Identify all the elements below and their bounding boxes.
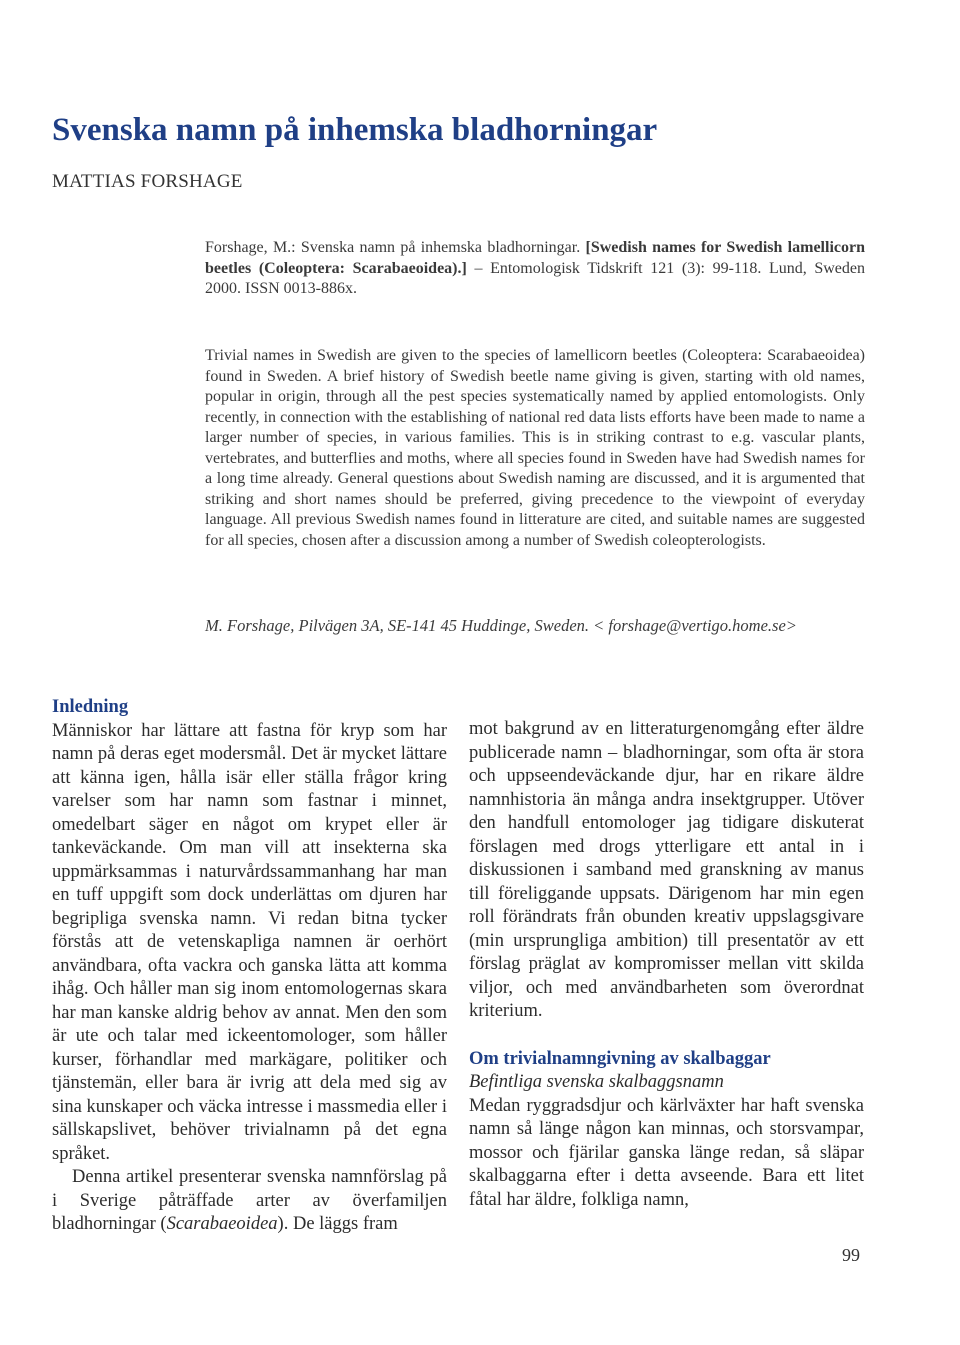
citation-suffix: – Entomologisk Tidskrift 121 (3): 99-118. Lund, Sweden 2000. ISSN 0013-886x. xyxy=(205,259,866,297)
address-text: M. Forshage, Pilvägen 3A, SE-141 45 Huddinge, Sweden. < forshage@vertigo.home.se> xyxy=(205,616,797,635)
right-paragraph-2: Medan ryggradsdjur och kärlväxter har haft svenska namn så länge någon kan minnas, och storsvampar, mossor och fjärilar ganska länge redan, så släpar skalbaggarna efter i detta avseende. Bara ett litet fåtal har äldre, folkliga namn, xyxy=(469,1095,864,1210)
citation xyxy=(205,238,865,300)
author-name: MATTIAS FORSHAGE xyxy=(52,171,243,192)
page-title: Svenska namn på inhemska bladhorningar xyxy=(52,112,658,148)
page-number: 99 xyxy=(842,1245,860,1265)
author-address xyxy=(205,616,865,637)
section-heading-trivialnamn: Om trivialnamngivning av skalbaggar xyxy=(469,1048,771,1069)
right-column xyxy=(469,718,864,1212)
citation-english-title: [Swedish names for Swedish lamellicorn beetles (Coleoptera: Scarabaeoidea).] xyxy=(205,239,865,277)
para2-start: Denna artikel presenterar svenska namnförslag på i Sverige påträffade arter av överfamiljen bladhorningar ( xyxy=(52,1167,447,1234)
abstract-text: Trivial names in Swedish are given to the species of lamellicorn beetles (Coleoptera: Scarabaeoidea) found in Sweden. A brief history of Swedish beetle name giving is given, starting with old names, popular in origin, through all the pest species systematically named by applied entomologists. Only recently, in connection with the establishing of national red data lists efforts have been made to name a larger number of species, in various families. This is in striking contrast to e.g. vascular plants, vertebrates, and butterflies and moths, where all species found in Sweden have had Swedish names for a long time already. General questions about Swedish naming are discussed, and it is argumented that striking and short names should be preferred, giving precedence to the viewpoint of everyday language. All previous Swedish names found in litterature are cited, and suitable names are suggested for all species, chosen after a discussion among a number of Swedish coleopterologists. xyxy=(205,347,865,549)
para2-end: ). De läggs fram xyxy=(277,1214,398,1234)
intro-paragraph-2 xyxy=(52,1166,447,1237)
latin-name: Scarabaeoidea xyxy=(166,1214,278,1234)
spacer xyxy=(469,1024,864,1048)
section-heading-inledning: Inledning xyxy=(52,697,129,717)
subsection-heading: Befintliga svenska skalbaggsnamn xyxy=(469,1072,724,1092)
intro-paragraph: Människor har lättare att fastna för kryp som har namn på deras eget modersmål. Det är mycket lättare att känna igen, hålla isär eller ställa frågor kring varelser som har namn som fastnar i minnet, omedelbart säger en något om krypet eller är tankeväckande. Om man vill att insekterna ska uppmärksammas i naturvårdssammanhang har man en tuff uppgift som dock underlättas om djuren har begripliga svenska namn. Vi redan bitna tycker förstås att de vetenskapliga namnen är oerhört användbara, ofta vackra och ganska lätta att komma ihåg. Och håller man sig inom entomologernas skara har man kanske aldrig behov av annat. Men den som är ute och talar med ickeentomologer, som håller kurser, förhandlar med markägare, politiker och tjänstemän, eller bara är ivrig att dela med sig av sina kunskaper och väcka intresse i massmedia eller i sällskapslivet, behöver trivialnamn på det egna språket. xyxy=(52,720,447,1164)
citation-prefix: Forshage, M.: Svenska namn på inhemska bladhorningar. xyxy=(205,239,586,256)
abstract xyxy=(205,346,865,551)
left-column xyxy=(52,696,447,1237)
right-paragraph-1: mot bakgrund av en litteraturgenomgång efter äldre publicerade namn – bladhorningar, som ofta är stora och uppseendeväckande djur, har en rikare äldre namnhistoria än många andra insektgrupper. Utöver den handfull entomologer jag tidigare diskuterat förslagen med drogs ytterligare ett antal in i diskussionen i samband med granskning av manus till föreliggande uppsats. Därigenom har min egen roll förändrats från obunden kreativ uppslagsgivare (min ursprungliga ambition) till presentatör av ett förslag präglat av kompromisser mellan vitt skilda viljor, och med användbarheten som överordnat kriterium. xyxy=(469,719,864,1021)
